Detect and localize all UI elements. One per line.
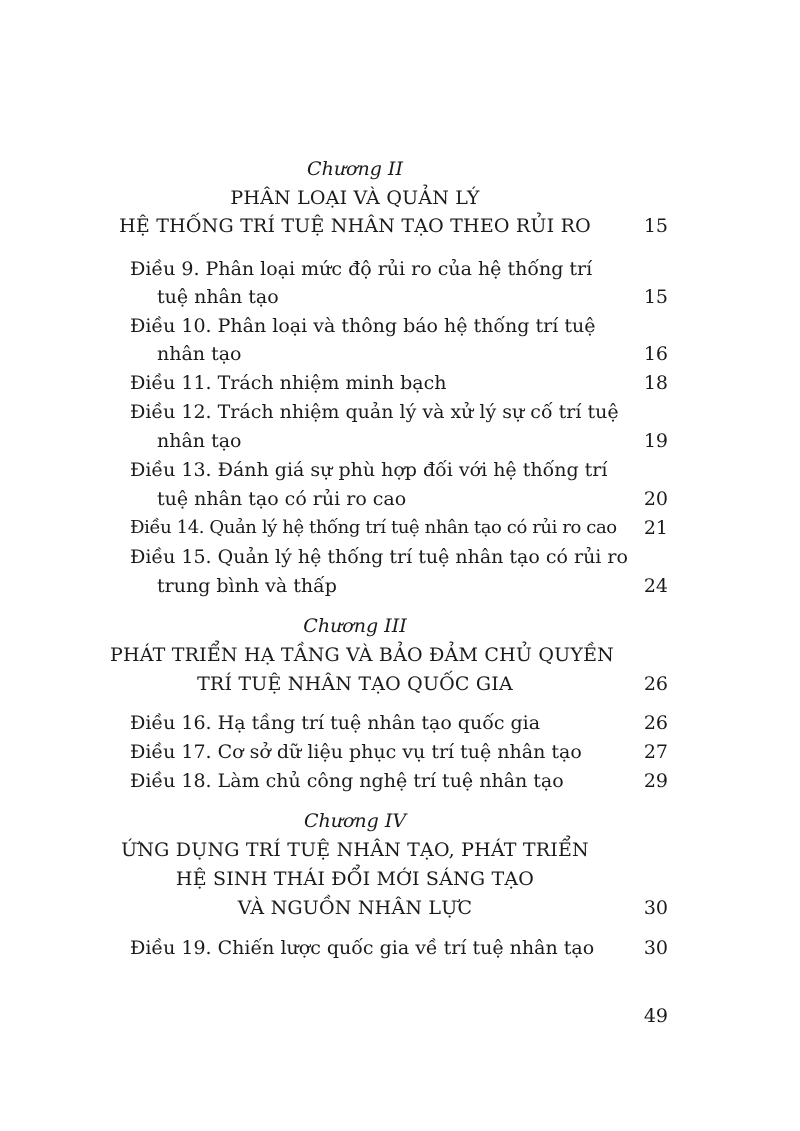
chapter-page-number: 15 [643,215,668,237]
chapter-page-number: 30 [643,897,668,919]
toc-article-line: Điều 10. Phân loại và thông báo hệ thống trí tuệ [130,315,596,337]
toc-page-number: 26 [643,712,668,734]
toc-page-number: 29 [643,770,668,792]
toc-page-number: 24 [643,575,668,597]
toc-article-line: Điều 12. Trách nhiệm quản lý và xử lý sự cố trí tuệ [130,401,619,423]
toc-article-line: nhân tạo [157,430,242,452]
chapter-title-line: VÀ NGUỒN NHÂN LỰC [237,897,473,919]
chapter-title-line: HỆ SINH THÁI ĐỔI MỚI SÁNG TẠO [175,868,535,890]
toc-page-number: 19 [643,430,668,452]
chapter-title-line: HỆ THỐNG TRÍ TUỆ NHÂN TẠO THEO RỦI RO [119,215,591,237]
toc-article-line: tuệ nhân tạo [157,286,279,308]
chapter-label: Chương III [303,615,407,637]
toc-article-line: trung bình và thấp [157,575,337,597]
chapter-title-line: PHÂN LOẠI VÀ QUẢN LÝ [230,187,480,209]
toc-page-number: 30 [643,937,668,959]
chapter-title-line: TRÍ TUỆ NHÂN TẠO QUỐC GIA [197,673,513,695]
toc-article-line: Điều 19. Chiến lược quốc gia về trí tuệ nhân tạo [130,937,595,959]
toc-page-number: 21 [643,517,668,539]
toc-page-number: 27 [643,741,668,763]
toc-article-line: tuệ nhân tạo có rủi ro cao [157,488,407,510]
toc-article-line: nhân tạo [157,343,242,365]
toc-article-line: Điều 14. Quản lý hệ thống trí tuệ nhân tạo có rủi ro cao [130,517,617,538]
chapter-label: Chương IV [303,810,407,832]
toc-page-number: 20 [643,488,668,510]
chapter-label: Chương II [307,158,403,180]
chapter-title-line: ỨNG DỤNG TRÍ TUỆ NHÂN TẠO, PHÁT TRIỂN [121,839,589,861]
chapter-title-line: PHÁT TRIỂN HẠ TẦNG VÀ BẢO ĐẢM CHỦ QUYỀN [110,644,614,666]
toc-article-line: Điều 15. Quản lý hệ thống trí tuệ nhân tạo có rủi ro [130,546,628,568]
page-number: 49 [643,1005,668,1027]
toc-page-number: 16 [643,343,668,365]
toc-page-number: 18 [643,372,668,394]
toc-article-line: Điều 18. Làm chủ công nghệ trí tuệ nhân tạo [130,770,564,792]
toc-article-line: Điều 16. Hạ tầng trí tuệ nhân tạo quốc gia [130,712,541,734]
toc-article-line: Điều 13. Đánh giá sự phù hợp đối với hệ thống trí [130,459,608,481]
chapter-page-number: 26 [643,673,668,695]
toc-page-number: 15 [643,286,668,308]
toc-article-line: Điều 17. Cơ sở dữ liệu phục vụ trí tuệ nhân tạo [130,741,582,763]
toc-article-line: Điều 11. Trách nhiệm minh bạch [130,372,447,394]
toc-article-line: Điều 9. Phân loại mức độ rủi ro của hệ thống trí [130,258,593,280]
